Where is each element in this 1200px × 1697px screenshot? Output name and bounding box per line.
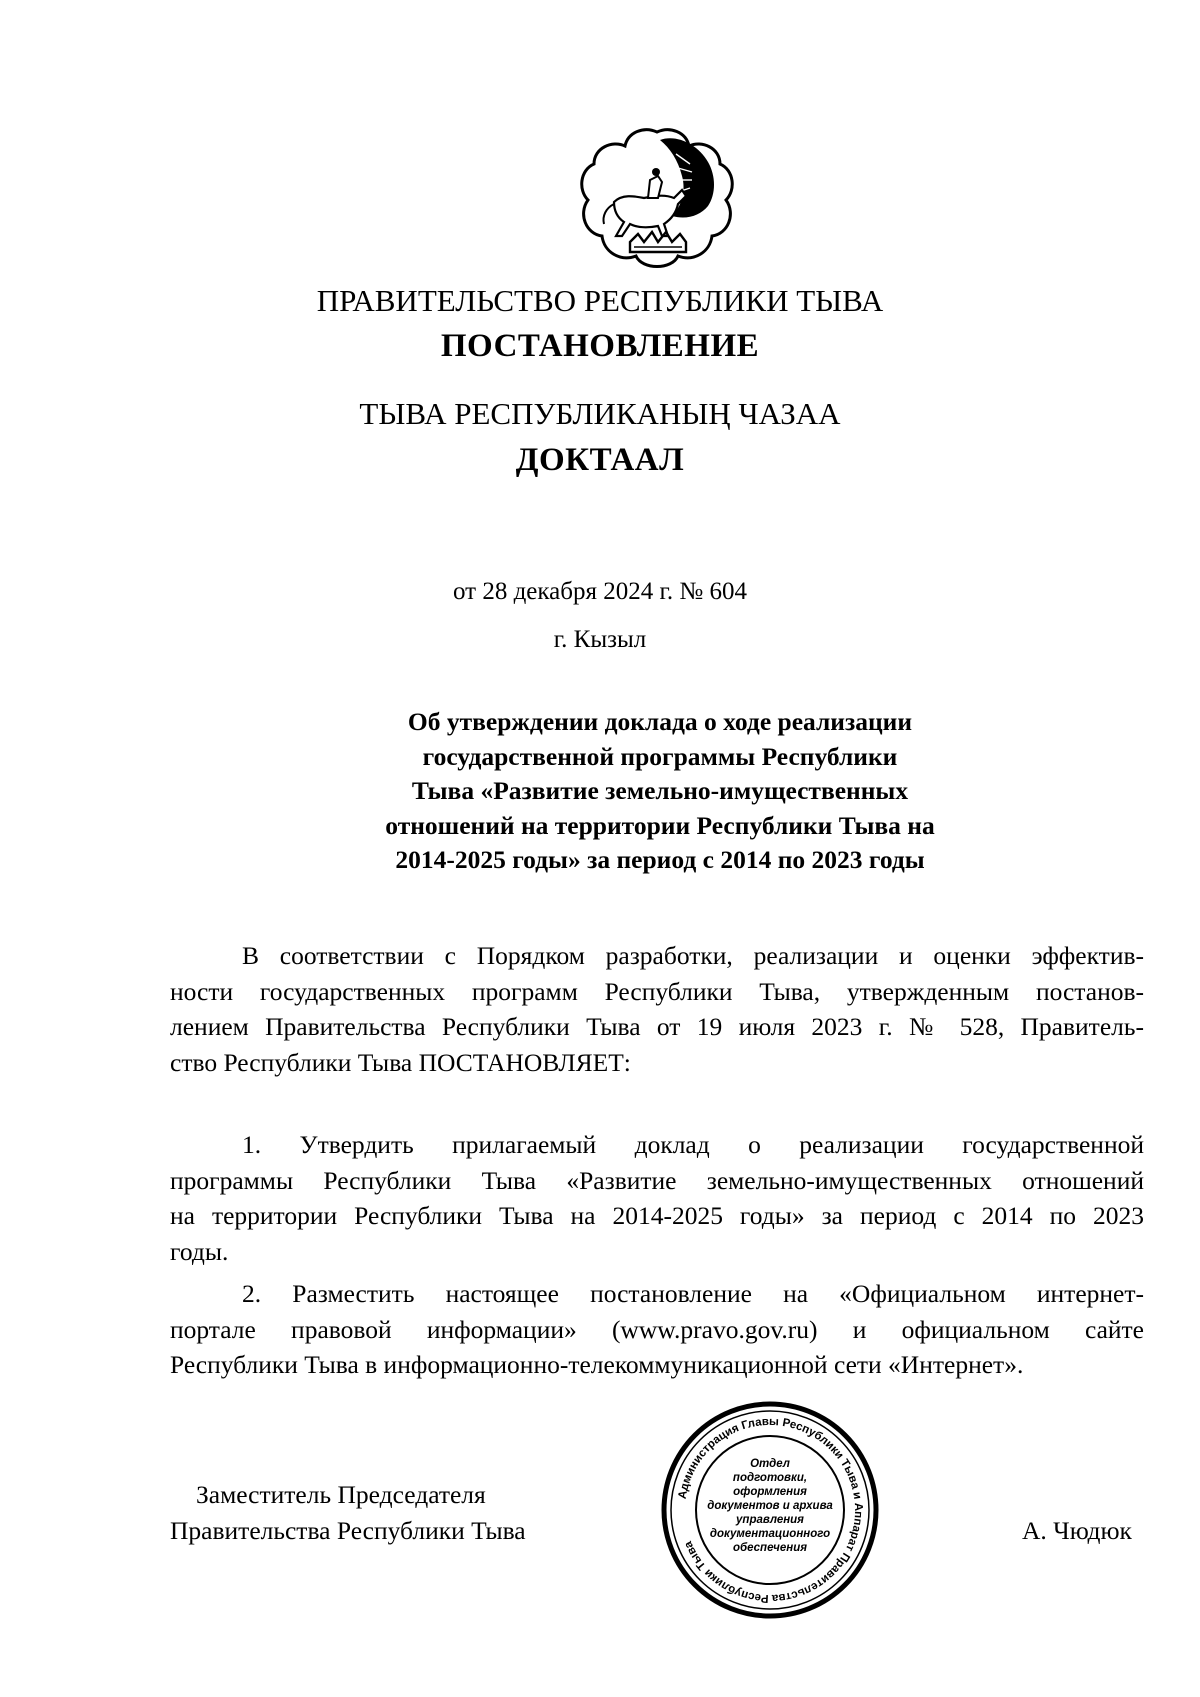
item-1-paragraph <box>170 1127 1144 1269</box>
signatory-position <box>170 1477 526 1549</box>
signatory-position-line: Правительства Республики Тыва <box>170 1516 526 1545</box>
signatory-position-line: Заместитель Председателя <box>196 1480 486 1509</box>
document-type-tyv: ДОКТААЛ <box>515 442 685 478</box>
intro-paragraph <box>170 938 1144 1080</box>
paragraph-line: лением Правительства Республики Тыва от 19 июля 2023 г. № 528, Правитель- <box>170 1012 1144 1041</box>
title-line: 2014-2025 годы» за период с 2014 по 2023 годы <box>395 845 925 874</box>
government-name-tyv: ТЫВА РЕСПУБЛИКАНЫҢ ЧАЗАА <box>359 396 841 431</box>
government-name-ru: ПРАВИТЕЛЬСТВО РЕСПУБЛИКИ ТЫВА <box>316 283 884 318</box>
document-title <box>350 705 970 878</box>
title-line: государственной программы Республики <box>422 741 898 771</box>
signatory-name: А. Чюдюк <box>1022 1516 1132 1545</box>
paragraph-line: годы. <box>170 1236 229 1266</box>
paragraph-line: Республики Тыва в информационно-телекоммуникационной сети «Интернет». <box>170 1350 1024 1379</box>
document-type-ru: ПОСТАНОВЛЕНИЕ <box>440 328 760 364</box>
stamp-center-line: обеспечения <box>732 1542 808 1554</box>
official-stamp <box>660 1400 880 1620</box>
stamp-center-line: управления <box>736 1514 804 1526</box>
paragraph-line: портале правовой информации» (www.pravo.gov.ru) и официальном сайте <box>170 1314 1144 1344</box>
item-2-paragraph <box>170 1276 1144 1383</box>
coat-of-arms-icon <box>578 124 736 274</box>
stamp-ring-text: Администрация Главы Республики Тыва и Аппарат Правительства Республики Тыва <box>676 1415 865 1605</box>
paragraph-line: программы Республики Тыва «Развитие земельно-имущественных отношений <box>170 1165 1144 1195</box>
paragraph-line: ности государственных программ Республики Тыва, утвержденным постанов- <box>170 976 1144 1006</box>
title-line: Об утверждении доклада о ходе реализации <box>407 707 913 736</box>
stamp-center-line: документационного <box>709 1528 831 1540</box>
stamp-center-line: документов и архива <box>707 1500 833 1512</box>
paragraph-line: 2. Разместить настоящее постановление на «Официальном интернет- <box>242 1279 1144 1308</box>
document-city: г. Кызыл <box>553 626 647 653</box>
stamp-center-line: Отдел <box>750 1458 790 1470</box>
paragraph-line: 1. Утвердить прилагаемый доклад о реализации государственной <box>242 1130 1144 1159</box>
paragraph-line: на территории Республики Тыва на 2014-2025 годы» за период с 2014 по 2023 <box>170 1201 1144 1230</box>
document-date-number: от 28 декабря 2024 г. № 604 <box>452 578 748 605</box>
stamp-center-line: подготовки, <box>732 1472 808 1484</box>
paragraph-line: В соответствии с Порядком разработки, реализации и оценки эффектив- <box>242 941 1144 970</box>
stamp-center-line: оформления <box>733 1486 807 1498</box>
title-line: отношений на территории Республики Тыва на <box>385 810 935 840</box>
title-line: Тыва «Развитие земельно-имущественных <box>411 776 909 805</box>
paragraph-line: ство Республики Тыва ПОСТАНОВЛЯЕТ: <box>170 1047 631 1077</box>
